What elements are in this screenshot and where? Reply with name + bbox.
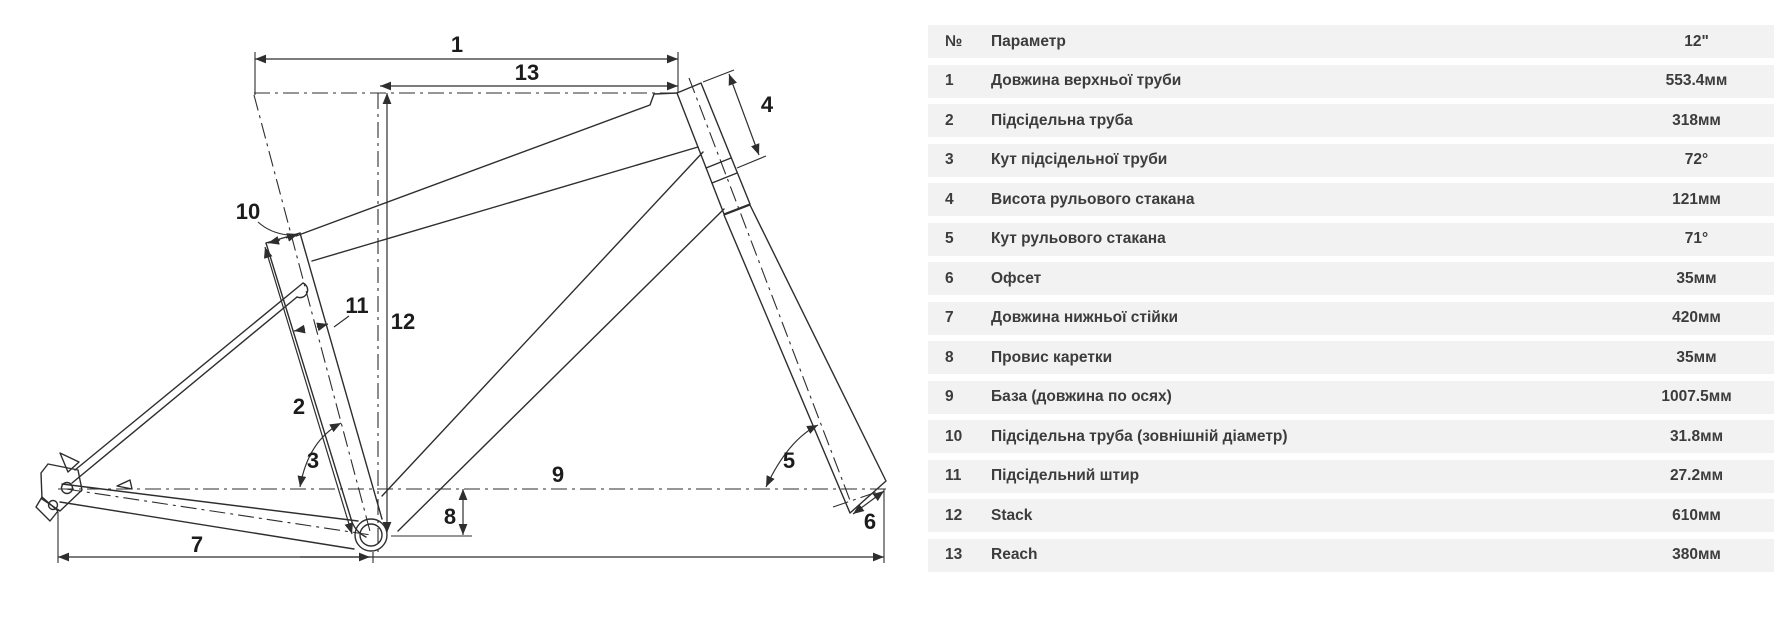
geometry-table bbox=[928, 25, 1774, 578]
row-parameter: Провис каретки bbox=[991, 348, 1113, 366]
row-number: 9 bbox=[945, 388, 954, 405]
row-value: 121мм bbox=[1672, 190, 1721, 208]
table-row bbox=[928, 65, 1774, 98]
table-row bbox=[928, 183, 1774, 216]
row-parameter: Офсет bbox=[991, 269, 1042, 287]
row-value: 72° bbox=[1684, 151, 1709, 168]
table-row bbox=[928, 381, 1774, 414]
row-value: 1007.5мм bbox=[1661, 388, 1732, 405]
label-13: 13 bbox=[514, 60, 540, 85]
row-number: 8 bbox=[945, 348, 954, 366]
table-row bbox=[928, 539, 1774, 572]
header-number: № bbox=[945, 32, 963, 50]
table-row bbox=[928, 302, 1774, 335]
geometry-table-rows bbox=[928, 65, 1774, 572]
label-11: 11 bbox=[345, 293, 369, 318]
row-parameter: Довжина верхньої труби bbox=[991, 72, 1182, 89]
row-parameter: Довжина нижньої стійки bbox=[991, 309, 1179, 326]
row-number: 5 bbox=[945, 230, 954, 247]
row-value: 35мм bbox=[1676, 269, 1717, 287]
table-row bbox=[928, 460, 1774, 493]
label-1: 1 bbox=[450, 32, 464, 57]
table-row bbox=[928, 420, 1774, 453]
label-8: 8 bbox=[443, 504, 457, 529]
table-row bbox=[928, 499, 1774, 532]
label-4: 4 bbox=[760, 92, 774, 117]
row-value: 71° bbox=[1684, 230, 1709, 247]
row-parameter: Підсідельна труба bbox=[991, 111, 1133, 129]
table-row bbox=[928, 262, 1774, 295]
header-parameter: Параметр bbox=[991, 32, 1066, 50]
row-value: 31.8мм bbox=[1669, 427, 1724, 445]
row-number: 10 bbox=[945, 427, 963, 445]
row-value: 35мм bbox=[1676, 348, 1717, 366]
row-number: 1 bbox=[945, 72, 954, 89]
row-parameter: Підсідельна труба (зовнішній діаметр) bbox=[991, 427, 1288, 445]
row-number: 7 bbox=[945, 309, 954, 326]
header-size: 12" bbox=[1684, 32, 1709, 50]
row-number: 4 bbox=[945, 190, 954, 208]
label-3: 3 bbox=[306, 448, 320, 473]
row-number: 11 bbox=[945, 467, 962, 484]
row-parameter: Stack bbox=[991, 506, 1033, 524]
row-value: 420мм bbox=[1672, 309, 1721, 326]
row-parameter: Reach bbox=[991, 546, 1038, 563]
row-parameter: Кут підсідельної труби bbox=[991, 151, 1168, 168]
row-parameter: Висота рульового стакана bbox=[991, 190, 1195, 208]
row-value: 318мм bbox=[1672, 111, 1721, 129]
label-9: 9 bbox=[551, 462, 565, 487]
row-number: 13 bbox=[945, 546, 963, 563]
dimension-labels bbox=[191, 32, 876, 557]
table-row bbox=[928, 104, 1774, 137]
label-5: 5 bbox=[782, 448, 796, 473]
table-row bbox=[928, 144, 1774, 177]
label-12: 12 bbox=[390, 309, 416, 334]
label-7: 7 bbox=[190, 532, 204, 557]
axis-centerlines bbox=[58, 78, 886, 554]
row-value: 380мм bbox=[1672, 546, 1721, 563]
row-value: 27.2мм bbox=[1669, 467, 1724, 484]
row-parameter: База (довжина по осях) bbox=[991, 388, 1172, 405]
row-parameter: Кут рульового стакана bbox=[991, 230, 1166, 247]
row-number: 6 bbox=[945, 269, 954, 287]
label-10: 10 bbox=[235, 199, 261, 224]
row-number: 12 bbox=[945, 506, 963, 524]
label-2: 2 bbox=[292, 394, 306, 419]
table-row bbox=[928, 223, 1774, 256]
row-value: 553.4мм bbox=[1665, 72, 1728, 89]
label-6: 6 bbox=[863, 509, 877, 534]
row-number: 2 bbox=[945, 111, 954, 129]
row-value: 610мм bbox=[1672, 506, 1721, 524]
dimension-lines bbox=[58, 52, 884, 563]
geometry-table-header bbox=[928, 25, 1774, 58]
row-parameter: Підсідельний штир bbox=[991, 467, 1140, 484]
table-row bbox=[928, 341, 1774, 374]
row-number: 3 bbox=[945, 151, 954, 168]
